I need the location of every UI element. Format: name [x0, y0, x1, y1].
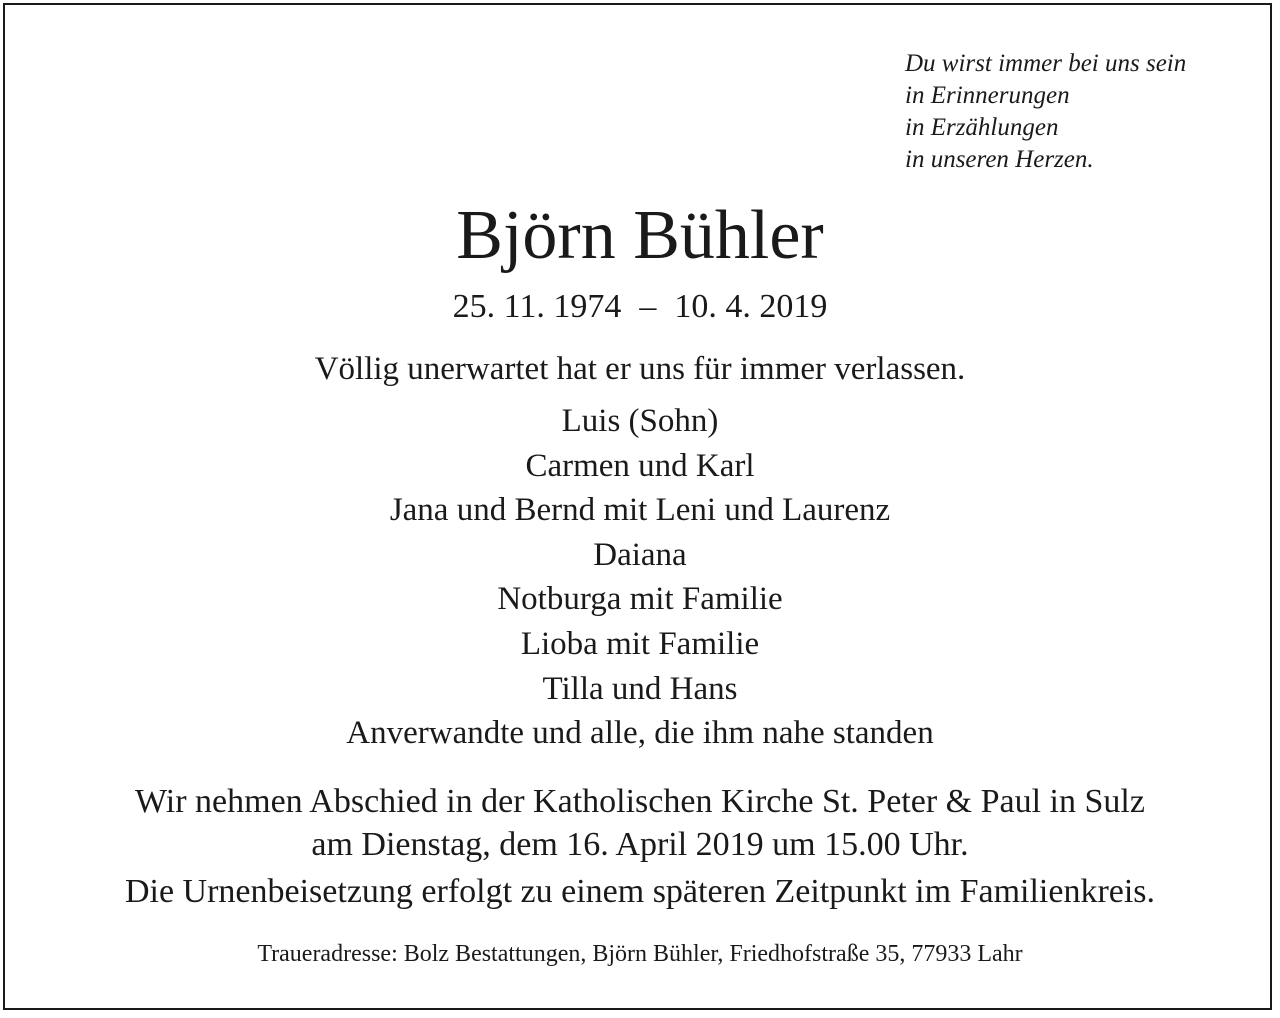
death-date: 10. 4. 2019 [674, 288, 828, 325]
mourning-address: Traueradresse: Bolz Bestattungen, Björn Bühler, Friedhofstraße 35, 77933 Lahr [257, 941, 1023, 967]
mourner-line: Jana und Bernd mit Leni und Laurenz [389, 492, 891, 529]
mourner-line: Notburga mit Familie [497, 581, 783, 618]
poem-line: Du wirst immer bei uns sein [905, 50, 1187, 77]
mourner-line: Daiana [593, 536, 687, 573]
mourner-line: Anverwandte und alle, die ihm nahe standen [346, 715, 934, 752]
life-dates [0, 286, 1280, 328]
poem-line: in Erinnerungen [905, 82, 1070, 109]
deceased-name: Björn Bühler [456, 197, 824, 274]
memorial-poem [905, 48, 1186, 176]
birth-date: 25. 11. 1974 [452, 288, 622, 325]
farewell-announcement [0, 780, 1280, 866]
date-separator: – [639, 288, 657, 325]
farewell-line: Wir nehmen Abschied in der Katholischen Kirche St. Peter & Paul in Sulz [135, 783, 1145, 820]
farewell-line: am Dienstag, dem 16. April 2019 um 15.00 Uhr. [311, 826, 969, 863]
intro-text: Völlig unerwartet hat er uns für immer verlassen. [314, 351, 966, 387]
mourner-line: Luis (Sohn) [561, 403, 719, 439]
poem-line: in Erzählungen [905, 114, 1059, 141]
mourners-list [0, 399, 1280, 756]
mourner-line: Lioba mit Familie [520, 625, 760, 662]
poem-line: in unseren Herzen. [905, 146, 1094, 173]
mourner-line: Tilla und Hans [542, 670, 738, 707]
urn-burial-note: Die Urnenbeisetzung erfolgt zu einem späteren Zeitpunkt im Familienkreis. [124, 873, 1156, 910]
mourner-line: Carmen und Karl [525, 447, 755, 484]
